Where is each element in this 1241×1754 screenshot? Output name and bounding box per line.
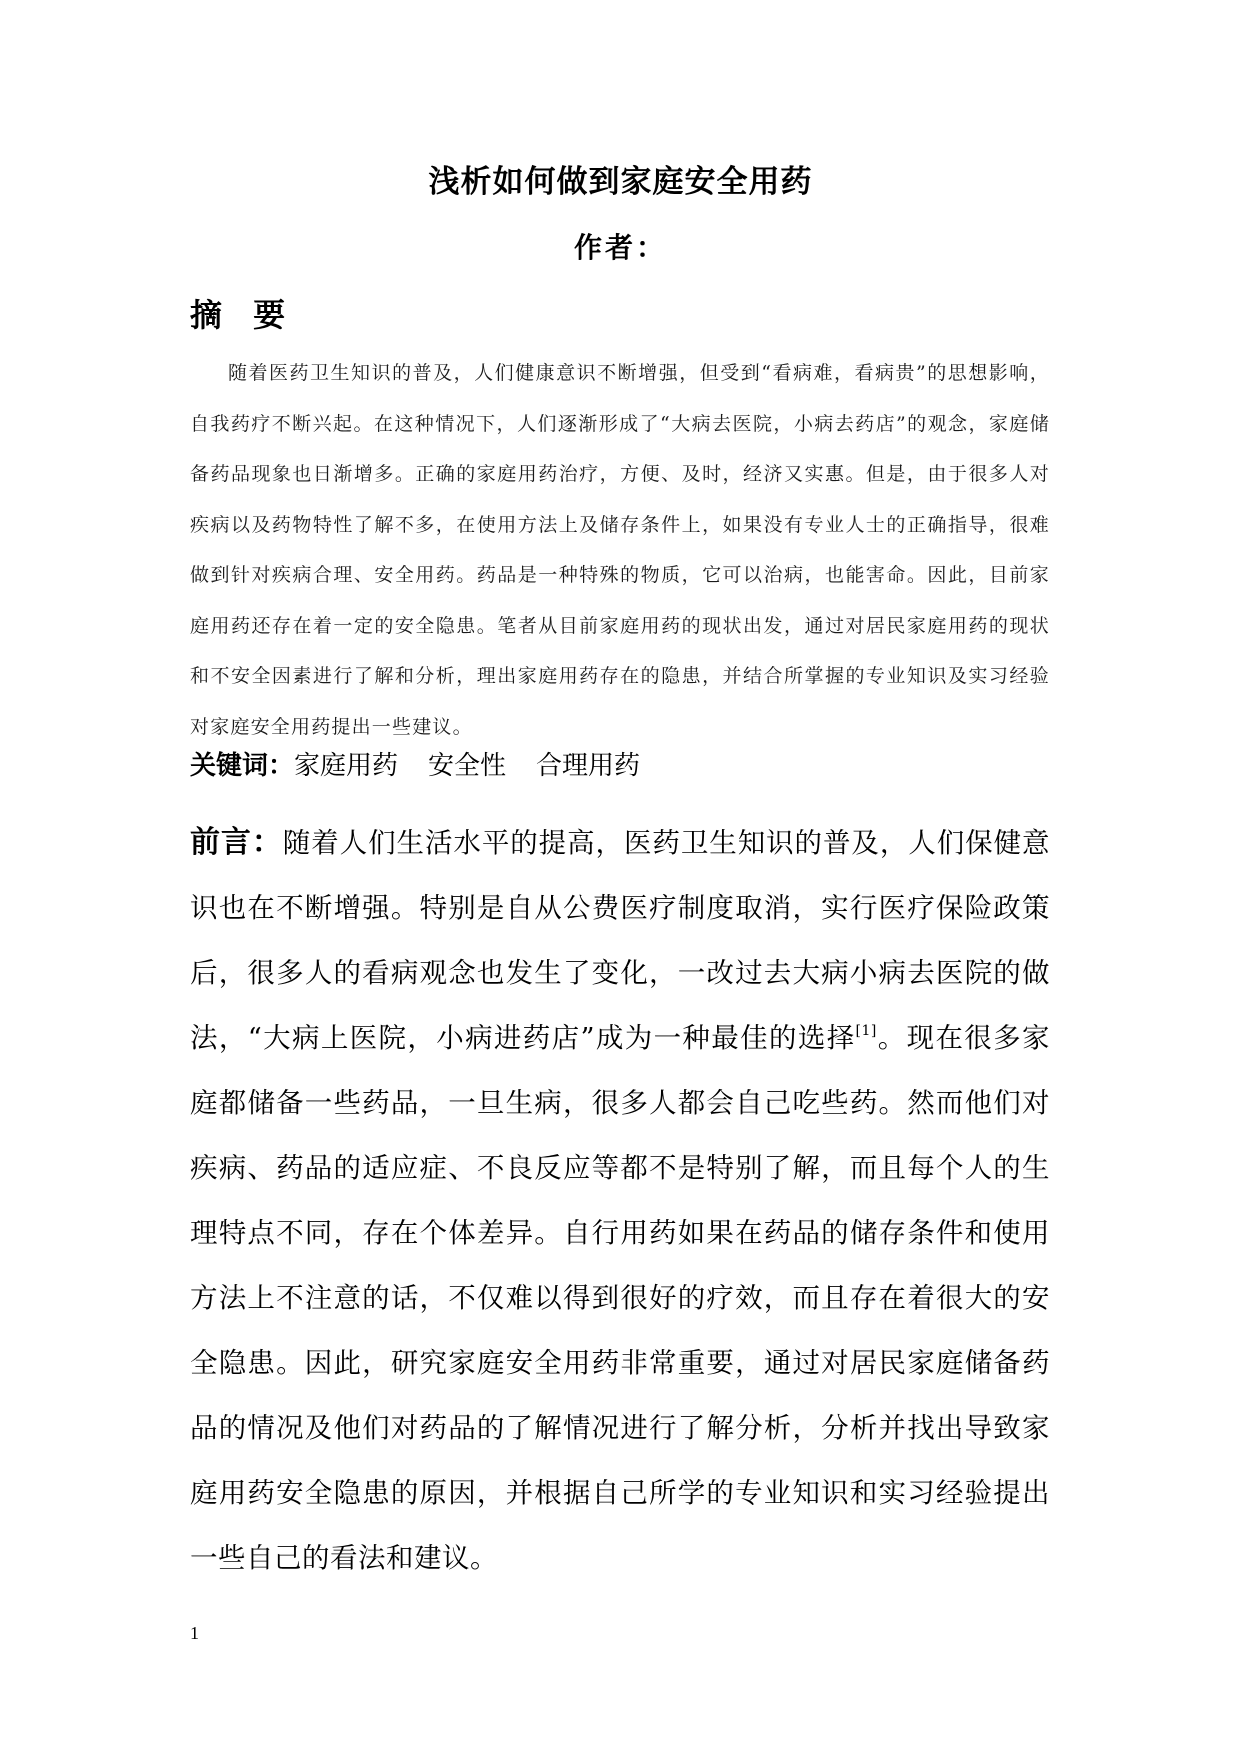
keywords-line: [190, 746, 670, 786]
keyword-item: 合理用药: [536, 751, 641, 781]
keyword-item: 家庭用药: [294, 751, 399, 781]
keywords-label: 关键词：: [190, 751, 295, 781]
citation-reference[interactable]: [1]: [855, 1023, 877, 1039]
preface-text-continued: 。现在很多家庭都储备一些药品，一旦生病，很多人都会自己吃些药。然而他们对疾病、药品的适应症、不良反应等都不是特别了解，而且每个人的生理特点不同，存在个体差异。自行用药如果在药品的储存条件和使用方法上不注意的话，不仅难以得到很好的疗效，而且存在着很大的安全隐患。因此，研究家庭安全用药非常重要，通过对居民家庭储备药品的情况及他们对药品的了解情况进行了解分析，分析并找出导致家庭用药安全隐患的原因，并根据自己所学的专业知识和实习经验提出一些自己的看法和建议。: [190, 1022, 1050, 1574]
preface-text: 随着人们生活水平的提高，医药卫生知识的普及，人们保健意识也在不断增强。特别是自从公费医疗制度取消，实行医疗保险政策后，很多人的看病观念也发生了变化，一改过去大病小病去医院的做法，“大病上医院，小病进药店”成为一种最佳的选择: [190, 827, 1051, 1054]
preface-paragraph: [190, 810, 1050, 1591]
author-line: 作者：: [573, 231, 667, 264]
keyword-item: 安全性: [428, 751, 507, 781]
abstract-body: 随着医药卫生知识的普及，人们健康意识不断增强，但受到“看病难，看病贵”的思想影响，自我药疗不断兴起。在这种情况下，人们逐渐形成了“大病去医院，小病去药店”的观念，家庭储备药品现象也日渐增多。正确的家庭用药治疗，方便、及时，经济又实惠。但是，由于很多人对疾病以及药物特性了解不多，在使用方法上及储存条件上，如果没有专业人士的正确指导，很难做到针对疾病合理、安全用药。药品是一种特殊的物质，它可以治病，也能害命。因此，目前家庭用药还存在着一定的安全隐患。笔者从目前家庭用药的现状出发，通过对居民家庭用药的现状和不安全因素进行了解和分析，理出家庭用药存在的隐患，并结合所掌握的专业知识及实习经验对家庭安全用药提出一些建议。: [190, 362, 1050, 738]
preface-label: 前言：: [190, 825, 283, 860]
page-number: 1: [190, 1623, 199, 1643]
abstract-heading: 摘 要: [190, 296, 296, 334]
paper-title: 浅析如何做到家庭安全用药: [428, 164, 813, 200]
